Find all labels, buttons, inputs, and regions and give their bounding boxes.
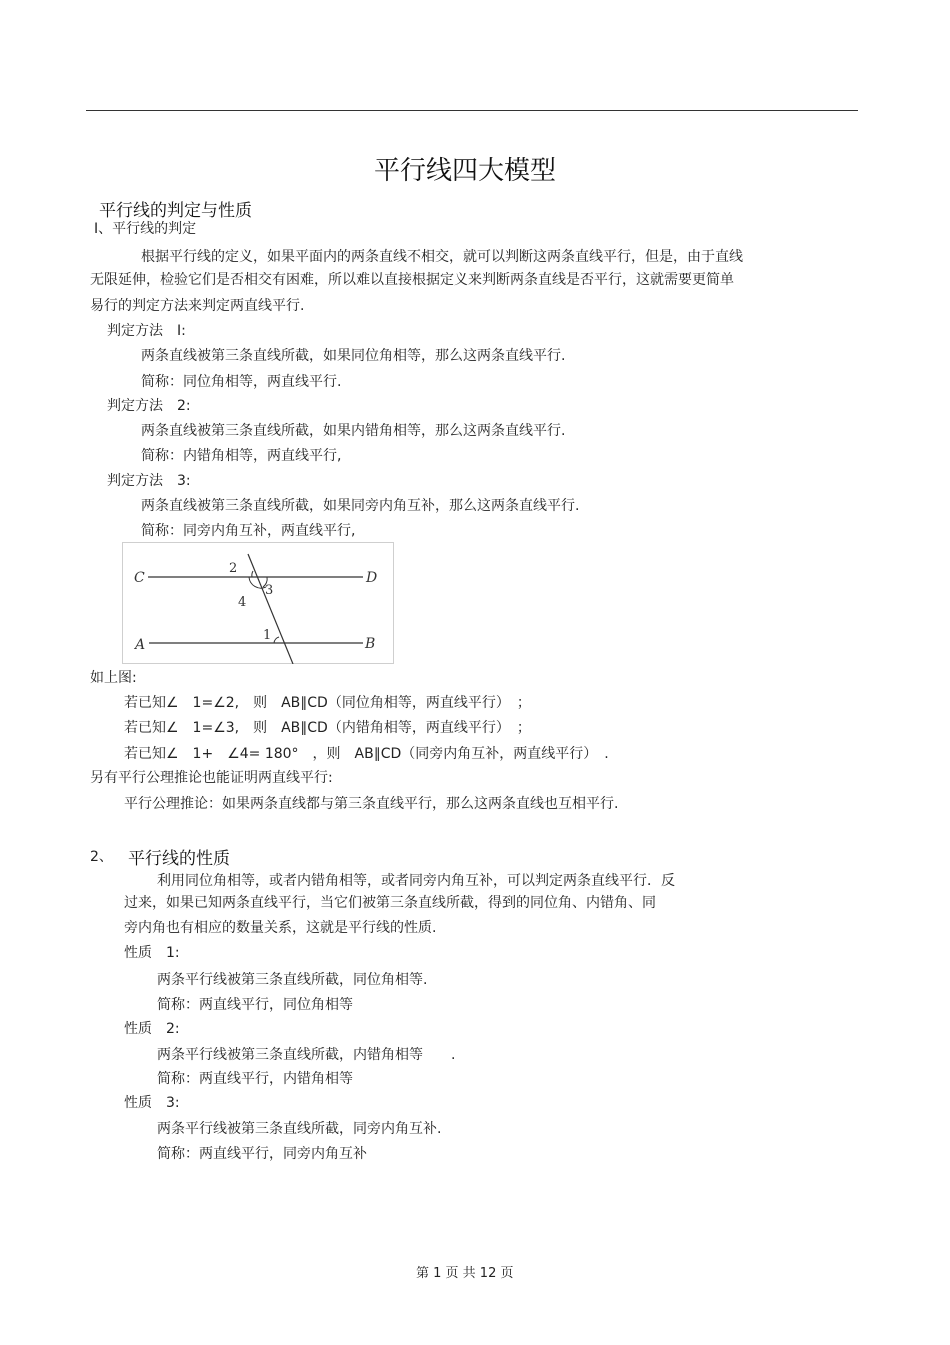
property-2-label: 性质 2: — [124, 1021, 180, 1037]
page-title: 平行线四大模型 — [374, 156, 557, 186]
method-2-short: 简称：内错角相等，两直线平行, — [141, 448, 342, 464]
property-3-short: 简称：两直线平行，同旁内角互补 — [157, 1146, 367, 1162]
section1-intro-line-2: 无限延伸，检验它们是否相交有困难，所以难以直接根据定义来判断两条直线是否平行，这就需要更简单 — [90, 272, 734, 288]
angle-2-arc — [252, 571, 253, 577]
section2-number: 2、 — [90, 849, 113, 865]
label-angle-2: 2 — [229, 561, 238, 576]
case-3: 若已知∠ 1+ ∠4= 180° ，则 AB∥CD（同旁内角互补，两直线平行） . — [124, 746, 609, 762]
parallel-lines-figure — [122, 542, 394, 664]
section2-heading: 平行线的性质 — [128, 849, 230, 869]
property-1-statement: 两条平行线被第三条直线所截，同位角相等. — [157, 972, 428, 988]
page-footer: 第 1 页 共 12 页 — [416, 1266, 514, 1281]
method-2-label: 判定方法 2: — [107, 398, 191, 414]
method-1-short: 简称：同位角相等，两直线平行. — [141, 374, 342, 390]
method-1-label: 判定方法 I: — [107, 323, 186, 339]
section1-subheading: I、平行线的判定 — [94, 221, 197, 237]
label-angle-3: 3 — [265, 583, 274, 598]
as-above-label: 如上图: — [90, 670, 137, 686]
property-2-statement: 两条平行线被第三条直线所截，内错角相等 . — [157, 1047, 456, 1063]
label-angle-4: 4 — [238, 595, 247, 610]
method-3-statement: 两条直线被第三条直线所截，如果同旁内角互补，那么这两条直线平行. — [141, 498, 580, 514]
transversal-line — [248, 554, 293, 664]
method-2-statement: 两条直线被第三条直线所截，如果内错角相等，那么这两条直线平行. — [141, 423, 566, 439]
label-d: D — [366, 570, 378, 586]
section2-intro-line-2: 过来，如果已知两条直线平行，当它们被第三条直线所截，得到的同位角、内错角、同 — [124, 895, 656, 911]
method-3-label: 判定方法 3: — [107, 473, 191, 489]
label-a: A — [135, 637, 146, 653]
section2-intro-line-1: 利用同位角相等，或者内错角相等，或者同旁内角互补，可以判定两条直线平行．反 — [157, 873, 675, 889]
angle-1-arc — [274, 637, 279, 643]
label-angle-1: 1 — [263, 628, 272, 643]
property-3-statement: 两条平行线被第三条直线所截，同旁内角互补. — [157, 1121, 442, 1137]
figure-border — [123, 543, 394, 664]
method-3-short: 简称：同旁内角互补，两直线平行, — [141, 523, 356, 539]
section1-intro-line-3: 易行的判定方法来判定两直线平行. — [90, 298, 305, 314]
property-1-short: 简称：两直线平行，同位角相等 — [157, 997, 353, 1013]
section2-intro-line-3: 旁内角也有相应的数量关系，这就是平行线的性质. — [124, 920, 437, 936]
property-1-label: 性质 1: — [124, 945, 180, 961]
case-1: 若已知∠ 1=∠2, 则 AB∥CD（同位角相等，两直线平行） ； — [124, 695, 531, 711]
property-2-short: 简称：两直线平行，内错角相等 — [157, 1071, 353, 1087]
axiom-statement: 平行公理推论：如果两条直线都与第三条直线平行，那么这两条直线也互相平行. — [124, 796, 619, 812]
method-1-statement: 两条直线被第三条直线所截，如果同位角相等，那么这两条直线平行. — [141, 348, 566, 364]
section1-intro-line-1: 根据平行线的定义，如果平面内的两条直线不相交，就可以判断这两条直线平行，但是，由于直线 — [141, 249, 743, 265]
label-b: B — [365, 636, 376, 652]
label-c: C — [134, 570, 145, 586]
axiom-intro: 另有平行公理推论也能证明两直线平行: — [90, 770, 333, 786]
case-2: 若已知∠ 1=∠3, 则 AB∥CD（内错角相等，两直线平行） ； — [124, 720, 531, 736]
section1-heading: 平行线的判定与性质 — [99, 201, 252, 221]
property-3-label: 性质 3: — [124, 1095, 180, 1111]
header-rule — [86, 110, 858, 111]
